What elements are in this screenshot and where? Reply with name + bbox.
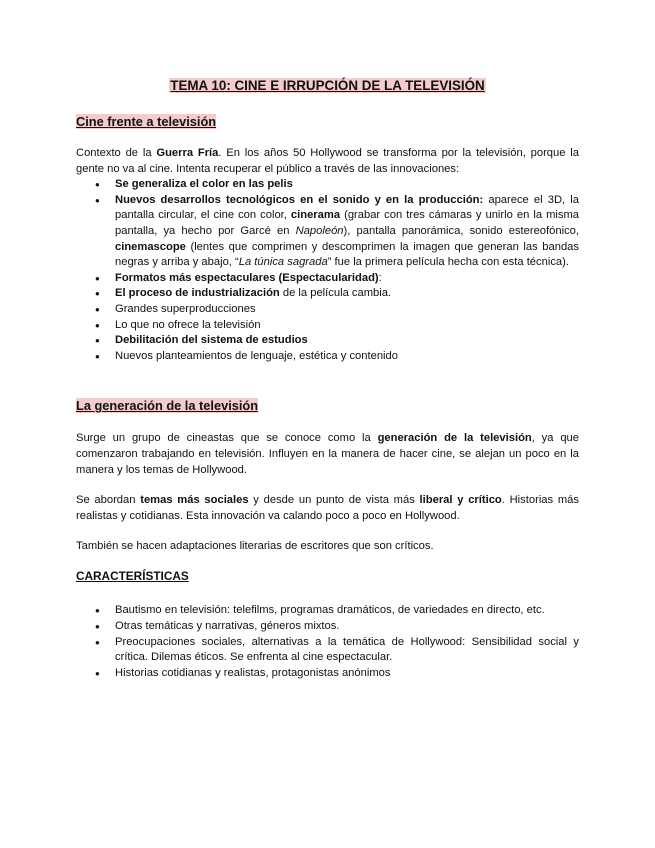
list-item: ● Grandes superproducciones bbox=[115, 302, 579, 318]
document-page bbox=[76, 72, 579, 681]
caracteristicas-heading: CARACTERÍSTICAS bbox=[76, 568, 189, 583]
list-item: ● Nuevos planteamientos de lenguaje, estética y contenido bbox=[115, 349, 579, 365]
list-item: ● Bautismo en televisión: telefilms, programas dramáticos, de variedades en directo, etc. bbox=[115, 603, 579, 619]
temas-paragraph: Se abordan temas más sociales y desde un punto de vista más liberal y crítico. Historias más realistas y cotidianas. Esta innovación va calando poco a poco en Hollywood. bbox=[76, 494, 579, 522]
document-title: TEMA 10: CINE E IRRUPCIÓN DE LA TELEVISIÓN bbox=[170, 78, 485, 93]
section-heading-cine-frente-tv: Cine frente a televisión bbox=[76, 114, 217, 129]
adaptaciones-paragraph: También se hacen adaptaciones literarias de escritores que son críticos. bbox=[76, 540, 434, 553]
list-item: ● Nuevos desarrollos tecnológicos en el sonido y en la producción: aparece el 3D, la pantalla circular, el cine con color, cinerama (grabar con tres cámaras y unirlo en la misma pantalla, ya hecho por Garcé en Napoleón), pantalla panorámica, sonido estereofónico, cinemascope (lentes que comprimen y descomprimen la imagen que generan las bandas negras y arriba y abajo, “La túnica sagrada” fue la primera película hecha con esta técnica). bbox=[115, 193, 579, 271]
list-item: ● El proceso de industrialización de la película cambia. bbox=[115, 286, 579, 302]
innovations-list bbox=[76, 177, 579, 364]
list-item: ● Debilitación del sistema de estudios bbox=[115, 333, 579, 349]
list-item: ● Otras temáticas y narrativas, géneros mixtos. bbox=[115, 619, 579, 635]
intro-paragraph: Contexto de la Guerra Fría. En los años 50 Hollywood se transforma por la televisión, porque la gente no va al cine. Intenta recuperar el público a través de las innovaciones: bbox=[76, 147, 579, 175]
list-item: ● Lo que no ofrece la televisión bbox=[115, 318, 579, 334]
list-item: ● Formatos más espectaculares (Espectacularidad): bbox=[115, 271, 579, 287]
list-item: ● Preocupaciones sociales, alternativas a la temática de Hollywood: Sensibilidad social y crítica. Dilemas éticos. Se enfrenta al cine espectacular. bbox=[115, 635, 579, 666]
list-item: ● Historias cotidianas y realistas, protagonistas anónimos bbox=[115, 666, 579, 682]
generacion-paragraph: Surge un grupo de cineastas que se conoce como la generación de la televisión, ya que comenzaron trabajando en televisión. Influyen en la manera de hacer cine, se alejan un poco en la manera y los temas de Hollywood. bbox=[76, 432, 579, 476]
characteristics-list bbox=[76, 603, 579, 681]
list-item: ● Se generaliza el color en las pelis bbox=[115, 177, 579, 193]
section-heading-generacion-tv: La generación de la televisión bbox=[76, 398, 259, 414]
